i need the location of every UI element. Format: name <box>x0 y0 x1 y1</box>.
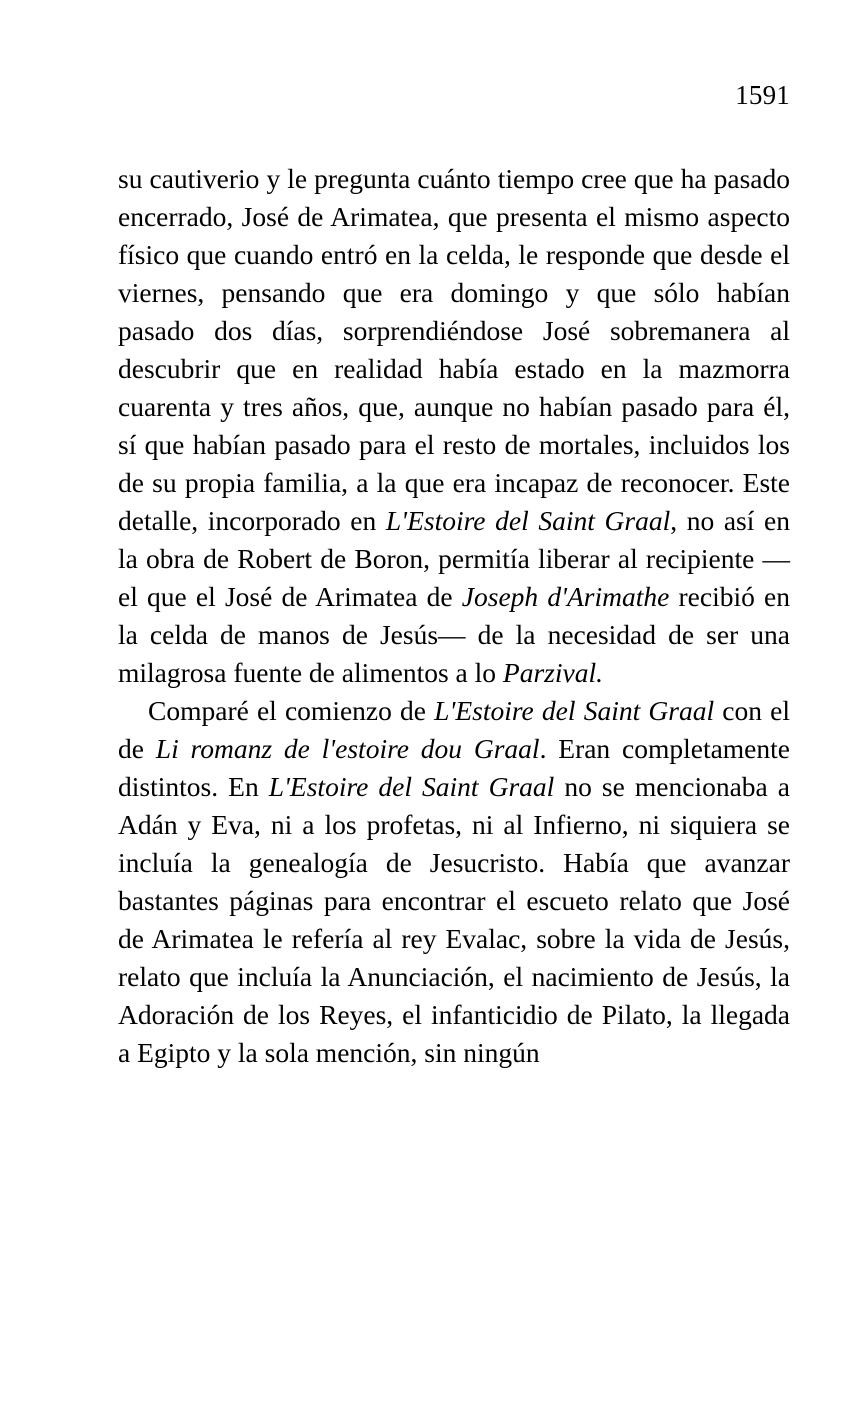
italic-title: L'Estoire del Saint Graal <box>434 695 715 726</box>
body-text: Comparé el comienzo de <box>148 695 435 726</box>
page-number: 1591 <box>735 80 790 110</box>
body-text: con el de <box>118 695 790 764</box>
paragraph-continuation <box>118 160 790 692</box>
paragraph-compare <box>118 692 790 1072</box>
text-column <box>118 160 790 1072</box>
italic-title: L'Estoire del Saint Graal <box>385 505 671 536</box>
italic-title: Joseph d'Arimathe <box>461 581 670 612</box>
italic-title: Li romanz de l'estoire dou Graal <box>155 733 540 764</box>
italic-title: L'Estoire del Saint Graal <box>268 771 555 802</box>
body-text: su cautiverio y le pregunta cuánto tiempo cree que ha pasado encerrado, José de Arimatea, que presenta el mismo aspecto físico que cuando entró en la celda, le responde que desde el viernes, pensando que era domingo y que sólo habían pasado dos días, sorprendiéndose José sobremanera al descubrir que en realidad había estado en la mazmorra cuarenta y tres años, que, aunque no habían pasado para él, sí que habían pasado para el resto de mortales, incluidos los de su propia familia, a la que era incapaz de reconocer. Este detalle, incorporado en <box>118 163 790 536</box>
body-text: recibió en la celda de manos de Jesús— de la necesidad de ser una milagrosa fuente de alimentos a lo <box>118 581 790 688</box>
body-text: no se mencionaba a Adán y Eva, ni a los profetas, ni al Infierno, ni siquiera se incluía la genealogía de Jesucristo. Había que avanzar bastantes páginas para encontrar el escueto relato que José de Arimatea le refería al rey Evalac, sobre la vida de Jesús, relato que incluía la Anunciación, el nacimiento de Jesús, la Adoración de los Reyes, el infanticidio de Pilato, la llegada a Egipto y la sola mención, sin ningún <box>118 771 790 1068</box>
body-text: , no así en la obra de Robert de Boron, permitía liberar al recipiente —el que el José de Arimatea de <box>118 505 790 612</box>
body-text: . Eran completamente distintos. En <box>118 733 790 802</box>
italic-title: Parzival. <box>502 657 603 688</box>
